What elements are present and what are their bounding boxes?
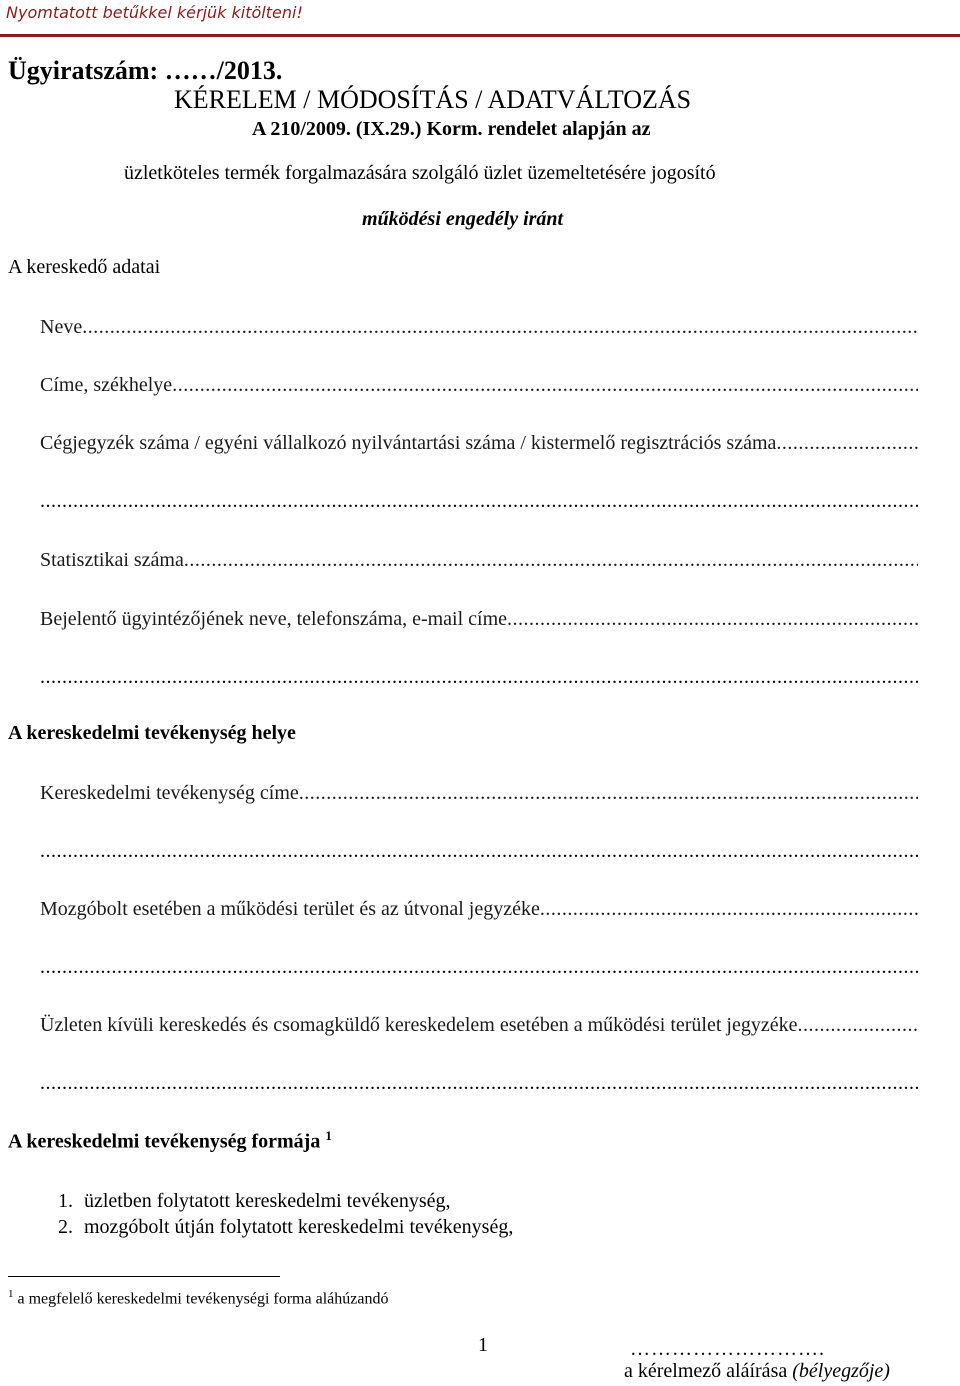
fill-line xyxy=(40,666,918,689)
footnote-mark: 1 xyxy=(8,1288,14,1300)
contact-field[interactable] xyxy=(40,608,918,632)
subject-line-end: működési engedély iránt xyxy=(362,208,564,230)
activity-form-title-text: A kereskedelmi tevékenység formája xyxy=(8,1130,321,1153)
mobile-route-field[interactable] xyxy=(40,898,918,922)
mobile-route-label: Mozgóbolt esetében a működési terület és az útvonal jegyzéke xyxy=(40,898,540,920)
fill-line xyxy=(184,549,918,572)
fill-line xyxy=(40,956,918,979)
footnote-rule xyxy=(8,1276,280,1277)
fill-line xyxy=(507,608,918,631)
address-field[interactable] xyxy=(40,374,918,398)
activity-place-section-title: A kereskedelmi tevékenység helye xyxy=(8,722,296,744)
case-number: Ügyiratszám: ……/2013. xyxy=(8,56,283,85)
footnote-text: a megfelelő kereskedelmi tevékenységi forma aláhúzandó xyxy=(13,1290,389,1308)
signature-line[interactable]: ………………………. xyxy=(630,1338,825,1360)
fill-line xyxy=(172,374,918,397)
name-label: Neve xyxy=(40,316,83,338)
activity-address-continuation[interactable] xyxy=(40,840,918,864)
signature-label: a kérelmező aláírása xyxy=(624,1360,793,1382)
statistical-number-label: Statisztikai száma xyxy=(40,549,184,571)
off-premises-area-field[interactable] xyxy=(40,1014,918,1038)
statistical-number-field[interactable] xyxy=(40,549,918,573)
registration-number-label: Cégjegyzék száma / egyéni vállalkozó nyilvántartási száma / kistermelő regisztrációs száma xyxy=(40,432,777,454)
list-item[interactable] xyxy=(58,1190,451,1213)
list-item-text: mozgóbolt útján folytatott kereskedelmi tevékenység, xyxy=(84,1216,514,1238)
list-item-number: 1. xyxy=(58,1190,73,1212)
form-title: KÉRELEM / MÓDOSÍTÁS / ADATVÁLTOZÁS xyxy=(174,85,692,114)
fill-line xyxy=(40,840,918,863)
activity-form-section-title xyxy=(8,1128,332,1154)
header-rule xyxy=(0,34,960,37)
activity-address-field[interactable] xyxy=(40,782,918,806)
registration-number-field[interactable] xyxy=(40,432,918,456)
footnote xyxy=(8,1288,388,1308)
fill-line xyxy=(798,1014,919,1037)
signature-stamp-label: (bélyegzője) xyxy=(792,1360,890,1382)
list-item[interactable] xyxy=(58,1216,513,1239)
fill-line xyxy=(82,316,918,339)
address-label: Címe, székhelye xyxy=(40,374,173,396)
fill-line xyxy=(40,1072,918,1095)
registration-number-continuation[interactable] xyxy=(40,490,918,514)
footnote-reference: 1 xyxy=(325,1128,332,1143)
name-field[interactable] xyxy=(40,316,918,340)
trader-section-title: A kereskedő adatai xyxy=(8,256,161,278)
fill-line xyxy=(40,490,918,513)
mobile-route-continuation[interactable] xyxy=(40,956,918,980)
fill-instruction: Nyomtatott betűkkel kérjük kitölteni! xyxy=(6,3,303,22)
contact-continuation[interactable] xyxy=(40,666,918,690)
off-premises-area-label: Üzleten kívüli kereskedés és csomagküldő kereskedelem esetében a működési terület jegyzéke xyxy=(40,1014,798,1036)
fill-line xyxy=(540,898,918,921)
off-premises-area-continuation[interactable] xyxy=(40,1072,918,1096)
list-item-text: üzletben folytatott kereskedelmi tevékenység, xyxy=(84,1190,451,1212)
signature-caption xyxy=(624,1360,890,1383)
contact-label: Bejelentő ügyintézőjének neve, telefonszáma, e-mail címe xyxy=(40,608,508,630)
subject-line: üzletköteles termék forgalmazására szolgáló üzlet üzemeltetésére jogosító xyxy=(124,162,716,184)
list-item-number: 2. xyxy=(58,1216,73,1238)
activity-address-label: Kereskedelmi tevékenység címe xyxy=(40,782,299,804)
page-number: 1 xyxy=(478,1334,488,1356)
fill-line xyxy=(776,432,918,455)
fill-line xyxy=(299,782,918,805)
regulation-line: A 210/2009. (IX.29.) Korm. rendelet alapján az xyxy=(252,118,651,140)
